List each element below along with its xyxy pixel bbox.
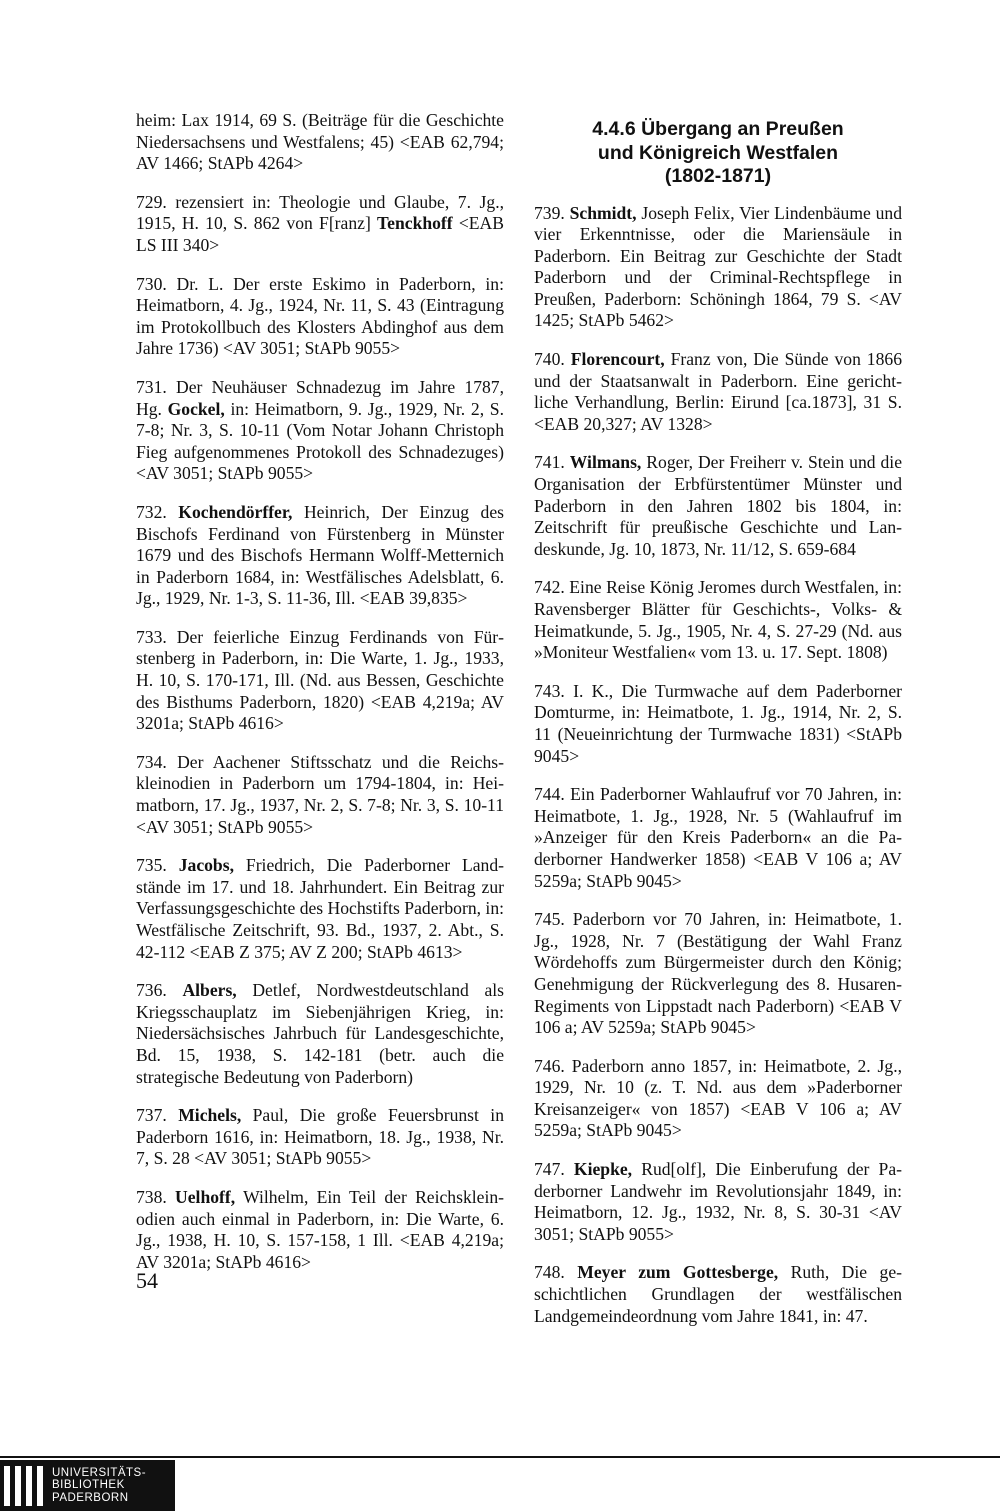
bib-entry-740: 740. Florencourt, Franz von, Die Sünde von 1866 und der Staatsanwalt in Paderborn. Eine gerichtliche Verhandlung, Berlin: Eirund [ca.1873], 31 S. <EAB 20,327; AV 1328> [534,349,902,434]
library-logo-icon [0,1466,43,1506]
left-column [136,110,504,1290]
bib-entry-747: 747. Kiepke, Rud[olf], Die Einberufung der Paderborner Landwehr im Revolutionsjahr 1849, in: Heimatborn, 12. Jg., 1932, Nr. 8, S. 30-31 <AV 3051; StAPb 9055> [534,1159,902,1244]
bib-entry-734: 734. Der Aachener Stiftsschatz und die Reichskleinodien in Paderborn um 1794-1804, in: Heimatborn, 17. Jg., 1937, Nr. 2, S. 7-8; Nr. 3, S. 10-11 <AV 3051; StAPb 9055> [136,751,504,837]
bib-entry-729: 729. rezensiert in: Theologie und Glaube, 7. Jg., 1915, H. 10, S. 862 von F[ranz] Tenckhoff <EAB LS III 340> [136,191,504,255]
library-logo [0,1460,175,1511]
right-column [534,118,902,1344]
bib-entry-743: 743. I. K., Die Turmwache auf dem Paderborner Domturme, in: Heimatbote, 1. Jg., 1914, Nr. 2, S. 11 (Neueinrichtung der Turmwache 1831) <StAPb 9045> [534,680,902,766]
bib-entry-731: 731. Der Neuhäuser Schnadezug im Jahre 1787, Hg. Gockel, in: Heimatborn, 9. Jg., 1929, Nr. 2, S. 7-8; Nr. 3, S. 10-11 (Vom Notar Johann Christoph Fieg aufgenommenes Protokoll des Schnadezuges) <AV 3051; StAPb 9055> [136,376,504,484]
bib-entry-745: 745. Paderborn vor 70 Jahren, in: Heimatbote, 1. Jg., 1928, Nr. 7 (Bestätigung der Wahl Franz Wördehoffs zum Bürgermeister durch den König; Genehmigung der Rückverlegung des 8. Husaren-Regiments von Lippstadt nach Paderborn) <EAB V 106 a; AV 5259a; StAPb 9045> [534,909,902,1038]
page-number: 54 [136,1268,158,1293]
footer-divider [0,1456,1000,1458]
bib-entry-742: 742. Eine Reise König Jeromes durch Westfalen, in: Ravensberger Blätter für Geschichts-, Volks- & Heimatkunde, 5. Jg., 1905, Nr. 4, S. 27-29 (Nd. aus »Moniteur Westfalien« vom 13. u. 17. Sept. 1808) [534,577,902,663]
bib-entry-739: 739. Schmidt, Joseph Felix, Vier Lindenbäume und vier Erkenntnisse, oder die Mariensäule in Paderborn. Ein Beitrag zur Geschichte der Stadt Paderborn und der Criminal-Rechtspflege in Preußen, Paderborn: Schöningh 1864, 79 S. <AV 1425; StAPb 5462> [534,202,903,331]
bib-entry-744: 744. Ein Paderborner Wahlaufruf vor 70 Jahren, in: Heimatbote, 1. Jg., 1928, Nr. 5 (Wahlaufruf im »Anzeiger für den Kreis Paderborn« an die Paderborner Handwerker 1858) <EAB V 106 a; AV 5259a; StAPb 9045> [534,784,902,891]
bib-entry: heim: Lax 1914, 69 S. (Beiträge für die Geschichte Niedersachsens und Westfalens; 45) <EAB 62,794; AV 1466; StAPb 4264> [136,110,504,174]
bib-entry-748: 748. Meyer zum Gottesberge, Ruth, Die geschichtlichen Grundlagen der westfälischen Landgemeindeordnung vom Jahre 1841, in: 47. [534,1262,902,1326]
section-heading: 4.4.6 Übergang an Preußen und Königreich Westfalen (1802-1871) [592,118,844,187]
bib-entry-733: 733. Der feierliche Einzug Ferdinands von Fürstenberg in Paderborn, in: Die Warte, 1. Jg., 1933, H. 10, S. 170-171, Ill. (Nd. aus Bessen, Geschichte des Bisthums Paderborn, 1820) <EAB 4,219a; AV 3201a; StAPb 4616> [136,626,504,734]
bib-entry-741: 741. Wilmans, Roger, Der Freiherr v. Stein und die Organisation der Erbfürstentümer Münster und Paderborn in den Jahren 1802 bis 1804, in: Zeitschrift für preußische Geschichte und Landeskunde, Jg. 10, 1873, Nr. 11/12, S. 659-684 [534,452,903,559]
bib-entry-738: 738. Uelhoff, Wilhelm, Ein Teil der Reichskleinodien auch einmal in Paderborn, in: Die Warte, 6. Jg., 1938, H. 10, S. 157-158, 1 Ill. <EAB 4,219a; AV 3201a; StAPb 4616> [136,1186,504,1272]
bib-entry-732: 732. Kochendörffer, Heinrich, Der Einzug des Bischofs Ferdinand von Fürstenberg in Münster 1679 und des Bischofs Hermann Wolff-Metternich in Paderborn 1684, in: Westfälisches Adelsblatt, 6. Jg., 1929, Nr. 1-3, S. 11-36, Ill. <EAB 39,835> [136,501,504,609]
library-logo-text: UNIVERSITÄTS- BIBLIOTHEK PADERBORN [52,1466,147,1504]
bib-entry-746: 746. Paderborn anno 1857, in: Heimatbote, 2. Jg., 1929, Nr. 10 (z. T. Nd. aus dem »Paderborner Kreisanzeiger« von 1857) <EAB V 106 a; AV 5259a; StAPb 9045> [534,1055,902,1141]
bib-entry-730: 730. Dr. L. Der erste Eskimo in Paderborn, in: Heimatborn, 4. Jg., 1924, Nr. 11, S. 43 (Eintragung im Protokollbuch des Klosters Abdinghof aus dem Jahre 1736) <AV 3051; StAPb 9055> [136,273,504,359]
bib-entry-735: 735. Jacobs, Friedrich, Die Paderborner Landstände im 17. und 18. Jahrhundert. Ein Beitrag zur Verfassungsgeschichte des Hochstifts Paderborn, in: Westfälische Zeitschrift, 93. Bd., 1937, 2. Abt., S. 42-112 <EAB Z 375; AV Z 200; StAPb 4613> [136,855,505,962]
bib-entry-736: 736. Albers, Detlef, Nordwestdeutschland als Kriegsschauplatz im Siebenjährigen Krieg, in: Niedersächsisches Jahrbuch für Landesgeschichte, Bd. 15, 1938, S. 142-181 (betr. auch die strategische Bedeutung von Paderborn) [136,980,505,1087]
bib-entry-737: 737. Michels, Paul, Die große Feuersbrunst in Paderborn 1616, in: Heimatborn, 18. Jg., 1938, Nr. 7, S. 28 <AV 3051; StAPb 9055> [136,1105,504,1169]
